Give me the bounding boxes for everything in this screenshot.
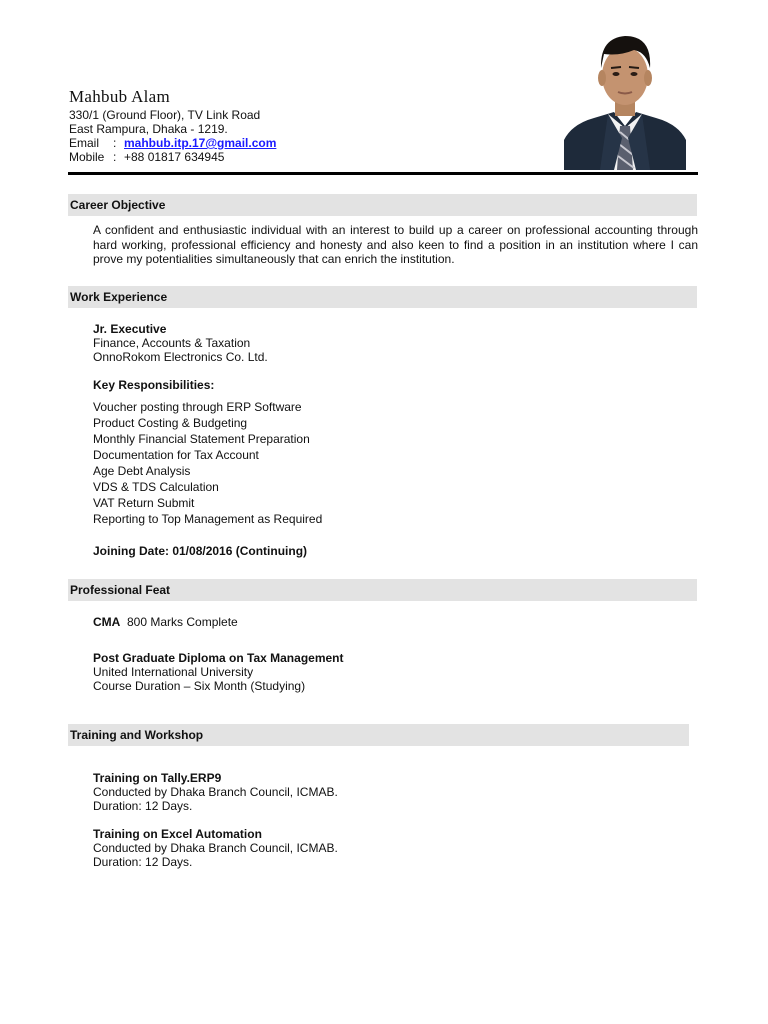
pgd-university: United International University [93, 665, 254, 679]
mobile-value: +88 01817 634945 [124, 150, 225, 164]
email-row [69, 136, 276, 150]
job-position: Jr. Executive [93, 322, 167, 336]
section-career-objective: Career Objective [68, 194, 697, 216]
career-objective-text: A confident and enthusiastic individual with an interest to build up a career on professional accounting through hard working, professional efficiency and honesty and also keen to find a position in an institution where I can prove my potentialities simultaneously that can enrich the institution. [93, 223, 698, 266]
header-divider [68, 172, 698, 175]
pgd-duration: Course Duration – Six Month (Studying) [93, 679, 306, 693]
list-item: Voucher posting through ERP Software [93, 400, 302, 414]
training-conducted: Conducted by Dhaka Branch Council, ICMAB. [93, 841, 338, 855]
mobile-row [69, 150, 224, 164]
email-separator: : [113, 136, 117, 150]
training-conducted: Conducted by Dhaka Branch Council, ICMAB. [93, 785, 338, 799]
address-line-2: East Rampura, Dhaka - 1219. [69, 122, 228, 136]
training-title: Training on Excel Automation [93, 827, 262, 841]
responsibilities-list [93, 399, 322, 527]
list-item: Documentation for Tax Account [93, 448, 259, 462]
mobile-separator: : [113, 150, 117, 164]
cma-label: CMA [93, 615, 121, 629]
responsibilities-title: Key Responsibilities: [93, 378, 215, 392]
list-item: VAT Return Submit [93, 496, 195, 510]
cma-row [93, 615, 238, 629]
list-item: Monthly Financial Statement Preparation [93, 432, 310, 446]
job-company: OnnoRokom Electronics Co. Ltd. [93, 350, 268, 364]
section-training-workshop: Training and Workshop [68, 724, 689, 746]
training-duration: Duration: 12 Days. [93, 799, 193, 813]
training-title: Training on Tally.ERP9 [93, 771, 222, 785]
list-item: Age Debt Analysis [93, 464, 191, 478]
candidate-name: Mahbub Alam [69, 87, 171, 106]
mobile-label: Mobile [69, 150, 105, 164]
section-work-experience: Work Experience [68, 286, 697, 308]
email-label: Email [69, 136, 100, 150]
profile-photo-icon [564, 28, 686, 170]
list-item: Reporting to Top Management as Required [93, 512, 323, 526]
joining-date: Joining Date: 01/08/2016 (Continuing) [93, 544, 308, 558]
pgd-title: Post Graduate Diploma on Tax Management [93, 651, 344, 665]
job-department: Finance, Accounts & Taxation [93, 336, 251, 350]
list-item: VDS & TDS Calculation [93, 480, 219, 494]
email-link[interactable]: mahbub.itp.17@gmail.com [124, 136, 277, 150]
address-line-1: 330/1 (Ground Floor), TV Link Road [69, 108, 261, 122]
training-duration: Duration: 12 Days. [93, 855, 193, 869]
section-professional-feat: Professional Feat [68, 579, 697, 601]
cma-value: 800 Marks Complete [127, 615, 238, 629]
list-item: Product Costing & Budgeting [93, 416, 248, 430]
profile-photo [564, 28, 686, 170]
